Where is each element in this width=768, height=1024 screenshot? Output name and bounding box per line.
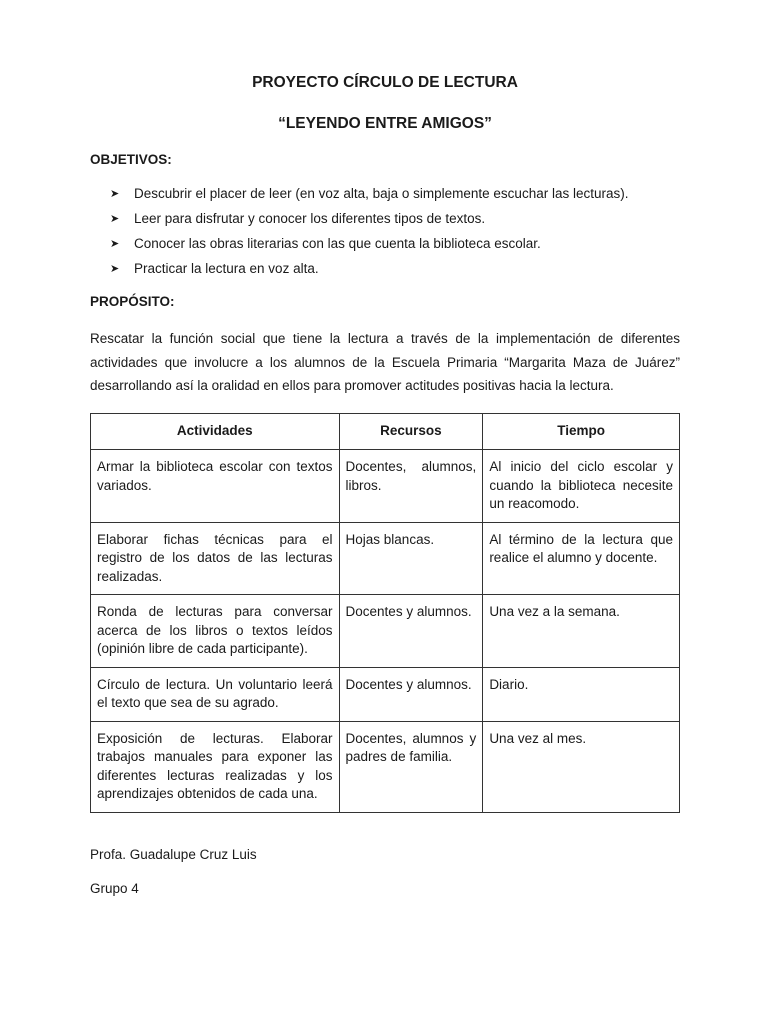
- table-row: [91, 721, 680, 812]
- table-cell-tiempo: Al término de la lectura que realice el alumno y docente.: [483, 522, 680, 595]
- table-header-row: [91, 414, 680, 450]
- table-cell-recurso: Docentes y alumnos.: [339, 595, 483, 668]
- list-item-text: Practicar la lectura en voz alta.: [134, 261, 319, 276]
- table-cell-actividad: Ronda de lecturas para conversar acerca de los libros o textos leídos (opinión libre de cada participante).: [91, 595, 340, 668]
- document-subtitle: “LEYENDO ENTRE AMIGOS”: [278, 115, 492, 132]
- table-cell-tiempo: Una vez al mes.: [483, 721, 680, 812]
- list-item: [110, 210, 628, 235]
- list-item-text: Leer para disfrutar y conocer los diferentes tipos de textos.: [134, 211, 486, 226]
- group-label: Grupo 4: [90, 881, 139, 896]
- proposito-heading: PROPÓSITO:: [90, 294, 175, 309]
- table-cell-actividad: Armar la biblioteca escolar con textos variados.: [91, 450, 340, 523]
- objetivos-heading: OBJETIVOS:: [90, 152, 172, 167]
- table-cell-recurso: Hojas blancas.: [339, 522, 483, 595]
- arrowhead-bullet-icon: ➤: [110, 263, 120, 275]
- table-cell-recurso: Docentes, alumnos, libros.: [339, 450, 483, 523]
- list-item: [110, 260, 628, 285]
- table-cell-tiempo: Al inicio del ciclo escolar y cuando la biblioteca necesite un reacomodo.: [483, 450, 680, 523]
- table-cell-tiempo: Diario.: [483, 667, 680, 721]
- table-cell-actividad: Exposición de lecturas. Elaborar trabajos manuales para exponer las diferentes lecturas realizadas y los aprendizajes obtenidos de cada una.: [91, 721, 340, 812]
- activities-table: [90, 413, 680, 813]
- column-header-tiempo: Tiempo: [483, 414, 680, 450]
- objetivos-list: [110, 185, 628, 285]
- proposito-paragraph: Rescatar la función social que tiene la lectura a través de la implementación de diferentes actividades que involucre a los alumnos de la Escuela Primaria “Margarita Maza de Juárez” desarrollando así la oralidad en ellos para promover actitudes positivas hacia la lectura.: [90, 331, 680, 393]
- table-row: [91, 595, 680, 668]
- table-row: [91, 522, 680, 595]
- column-header-actividades: Actividades: [91, 414, 340, 450]
- arrowhead-bullet-icon: ➤: [110, 188, 120, 200]
- column-header-recursos: Recursos: [339, 414, 483, 450]
- table-cell-actividad: Círculo de lectura. Un voluntario leerá el texto que sea de su agrado.: [91, 667, 340, 721]
- table-cell-actividad: Elaborar fichas técnicas para el registro de los datos de las lecturas realizadas.: [91, 522, 340, 595]
- table-cell-recurso: Docentes y alumnos.: [339, 667, 483, 721]
- document-title: PROYECTO CÍRCULO DE LECTURA: [252, 74, 518, 91]
- list-item: [110, 235, 628, 260]
- table-row: [91, 667, 680, 721]
- table-cell-recurso: Docentes, alumnos y padres de familia.: [339, 721, 483, 812]
- teacher-name: Profa. Guadalupe Cruz Luis: [90, 847, 257, 862]
- table-row: [91, 450, 680, 523]
- list-item-text: Conocer las obras literarias con las que cuenta la biblioteca escolar.: [134, 236, 541, 251]
- arrowhead-bullet-icon: ➤: [110, 238, 120, 250]
- list-item-text: Descubrir el placer de leer (en voz alta, baja o simplemente escuchar las lecturas).: [134, 186, 629, 201]
- arrowhead-bullet-icon: ➤: [110, 213, 120, 225]
- list-item: [110, 185, 628, 210]
- table-cell-tiempo: Una vez a la semana.: [483, 595, 680, 668]
